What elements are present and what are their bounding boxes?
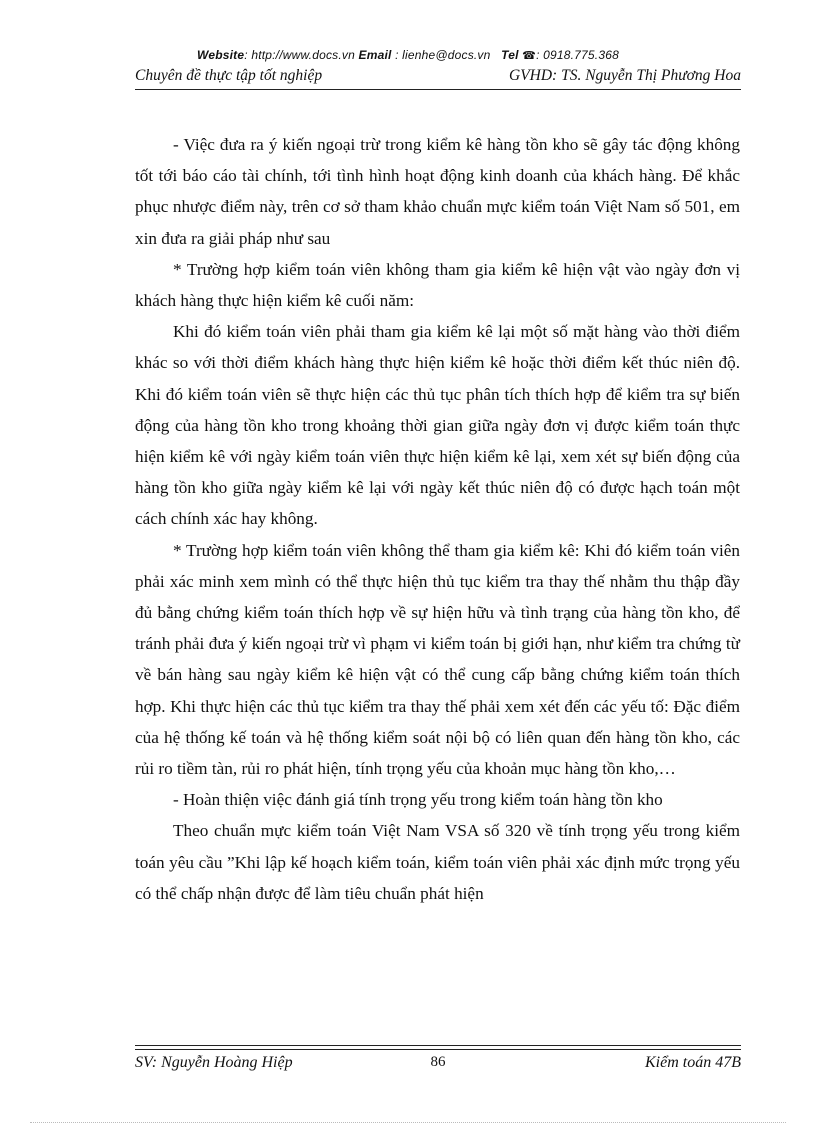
tel-label: Tel <box>501 48 519 62</box>
footer-divider <box>135 1045 741 1050</box>
paragraph: Khi đó kiểm toán viên phải tham gia kiểm kê lại một số mặt hàng vào thời điểm khác so với thời điểm khách hàng thực hiện kiểm kê hoặc thời điểm kết thúc niên độ. Khi đó kiểm toán viên sẽ thực hiện các thủ tục phân tích thích hợp để kiểm tra sự biến động của hàng tồn kho trong khoảng thời gian giữa ngày đơn vị được kiểm toán thực hiện kiểm kê với ngày kiểm toán viên thực hiện kiểm kê lại, xem xét sự biến động của hàng tồn kho giữa ngày kiểm kê lại với ngày kết thúc niên độ có được hạch toán một cách chính xác hay không. <box>135 322 740 529</box>
header-title: Chuyên đề thực tập tốt nghiệp <box>135 67 323 84</box>
page-footer <box>135 1054 741 1076</box>
page-header <box>135 67 741 89</box>
paragraph: - Hoàn thiện việc đánh giá tính trọng yếu trong kiểm toán hàng tồn kho <box>173 790 663 810</box>
footer-student: SV: Nguyễn Hoàng Hiệp <box>135 1054 293 1071</box>
website-value: : http://www.docs.vn <box>244 48 355 62</box>
tel-value: : 0918.775.368 <box>536 48 619 62</box>
email-label: Email <box>358 48 392 62</box>
header-advisor: GVHD: TS. Nguyễn Thị Phương Hoa <box>509 67 741 84</box>
website-label: Website <box>197 48 245 62</box>
paragraph: * Trường hợp kiểm toán viên không tham gia kiểm kê hiện vật vào ngày đơn vị khách hàng thực hiện kiểm kê cuối năm: <box>135 259 740 311</box>
page-number: 86 <box>430 1054 446 1070</box>
header-divider <box>135 89 741 90</box>
document-body <box>135 129 740 909</box>
paragraph: Theo chuẩn mực kiểm toán Việt Nam VSA số 320 về tính trọng yếu trong kiểm toán yêu cầu ”Khi lập kế hoạch kiểm toán, kiểm toán viên phải xác định mức trọng yếu có thể chấp nhận được để làm tiêu chuẩn phát hiện <box>135 821 740 903</box>
phone-icon: ☎ <box>522 50 537 62</box>
email-value: : lienhe@docs.vn <box>391 48 491 62</box>
paragraph: * Trường hợp kiểm toán viên không thể tham gia kiểm kê: Khi đó kiểm toán viên phải xác minh xem mình có thể thực hiện thủ tục kiểm tra thay thế nhằm thu thập đầy đủ bằng chứng kiểm toán thích hợp về sự hiện hữu và tình trạng của hàng tồn kho, để tránh phải đưa ý kiến ngoại trừ vì phạm vi kiểm toán bị giới hạn, như kiểm tra chứng từ về bán hàng sau ngày kiểm kê hiện vật có thể cung cấp bằng chứng kiểm toán thích hợp. Khi thực hiện các thủ tục kiểm tra thay thế phải xem xét đến các yếu tố: Đặc điểm của hệ thống kế toán và hệ thống kiểm soát nội bộ có liên quan đến hàng tồn kho, các rủi ro tiềm tàn, rủi ro phát hiện, tính trọng yếu của khoản mục hàng tồn kho,… <box>135 540 740 779</box>
paragraph: - Việc đưa ra ý kiến ngoại trừ trong kiểm kê hàng tồn kho sẽ gây tác động không tốt tới báo cáo tài chính, tới tình hình hoạt động kinh doanh của khách hàng. Để khắc phục nhược điểm này, trên cơ sở tham khảo chuẩn mực kiểm toán Việt Nam số 501, em xin đưa ra giải pháp như sau <box>135 135 740 248</box>
footer-class: Kiểm toán 47B <box>645 1054 741 1071</box>
website-contact-line <box>0 48 816 62</box>
